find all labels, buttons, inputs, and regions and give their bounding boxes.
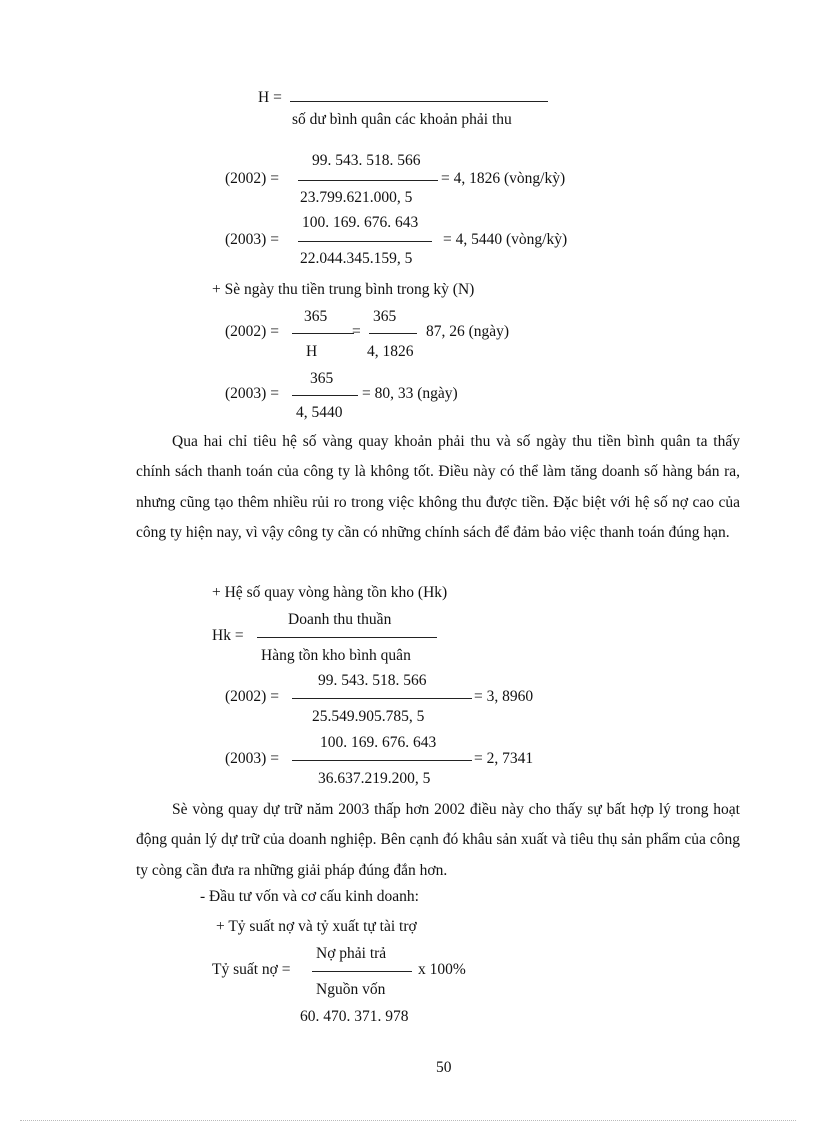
n-2003-result: = 80, 33 (ngày)	[362, 385, 458, 402]
n-2002-fraction-bar-2	[369, 333, 417, 334]
debt-formula-lhs: Tỷ suất nợ =	[212, 961, 291, 978]
h-2002-denominator: 23.799.621.000, 5	[300, 189, 413, 206]
h-2003-label: (2003) =	[225, 231, 279, 248]
n-2003-denominator: 4, 5440	[296, 404, 343, 421]
h-2003-denominator: 22.044.345.159, 5	[300, 250, 413, 267]
n-2002-numerator-1: 365	[304, 308, 328, 325]
hk-2002-result: = 3, 8960	[474, 688, 534, 705]
debt-formula-denominator: Nguồn vốn	[316, 981, 386, 998]
debt-formula-fraction-bar	[312, 971, 412, 972]
hk-2003-fraction-bar	[292, 760, 472, 761]
n-2002-denominator-2: 4, 1826	[367, 343, 414, 360]
n-2002-denominator-1: H	[306, 343, 318, 360]
n-2003-label: (2003) =	[225, 385, 279, 402]
hk-formula-lhs: Hk =	[212, 627, 244, 644]
debt-value-numerator: 60. 470. 371. 978	[300, 1008, 409, 1025]
paragraph-inventory-analysis: Sè vòng quay dự trữ năm 2003 thấp hơn 2002 điều này cho thấy sự bất hợp lý trong hoạt động quản lý dự trữ của doanh nghiệp. Bên cạnh đó khâu sản xuất và tiêu thụ sản phẩm của công ty còng cần đưa ra những giải pháp đúng đắn hơn.	[136, 801, 740, 879]
h-2003-result: = 4, 5440 (vòng/kỳ)	[443, 231, 568, 248]
hk-2002-fraction-bar	[292, 698, 472, 699]
h-2003-fraction-bar	[298, 241, 432, 242]
n-2002-label: (2002) =	[225, 323, 279, 340]
h-formula-denominator: số dư bình quân các khoản phải thu	[292, 111, 512, 128]
page-number: 50	[436, 1059, 452, 1076]
paragraph-receivables-analysis: Qua hai chỉ tiêu hệ số vàng quay khoản phải thu và số ngày thu tiền bình quân ta thấy chính sách thanh toán của công ty là không tốt. Điều này có thể làm tăng doanh số hàng bán ra, nhưng cũng tạo thêm nhiều rủi ro trong việc không thu được tiền. Đặc biệt với hệ số nợ cao của công ty hiện nay, vì vậy công ty cần có những chính sách để đảm bảo việc thanh toán đúng hạn.	[136, 433, 740, 542]
n-2003-fraction-bar	[292, 395, 358, 396]
hk-formula-fraction-bar	[257, 637, 437, 638]
hk-heading: + Hệ số quay vòng hàng tồn kho (Hk)	[212, 584, 448, 601]
n-2002-numerator-2: 365	[373, 308, 397, 325]
h-formula-lhs: H =	[258, 89, 282, 106]
n-heading: + Sè ngày thu tiền trung bình trong kỳ (N)	[212, 281, 475, 298]
h-2003-numerator: 100. 169. 676. 643	[302, 214, 419, 231]
hk-2003-label: (2003) =	[225, 750, 279, 767]
hk-2003-result: = 2, 7341	[474, 750, 534, 767]
debt-ratio-heading: + Tỷ suất nợ và tỷ xuất tự tài trợ	[216, 918, 417, 935]
page-bottom-border	[20, 1120, 796, 1121]
hk-formula-denominator: Hàng tồn kho bình quân	[261, 647, 411, 664]
hk-2002-numerator: 99. 543. 518. 566	[318, 672, 427, 689]
hk-2003-denominator: 36.637.219.200, 5	[318, 770, 431, 787]
debt-formula-result: x 100%	[418, 961, 466, 978]
hk-2002-denominator: 25.549.905.785, 5	[312, 708, 425, 725]
hk-formula-numerator: Doanh thu thuần	[288, 611, 392, 628]
hk-2002-label: (2002) =	[225, 688, 279, 705]
n-2003-numerator: 365	[310, 370, 334, 387]
n-2002-fraction-bar-1	[292, 333, 354, 334]
hk-2003-numerator: 100. 169. 676. 643	[320, 734, 437, 751]
h-2002-numerator: 99. 543. 518. 566	[312, 152, 421, 169]
n-2002-result: 87, 26 (ngày)	[426, 323, 510, 340]
h-2002-fraction-bar	[298, 180, 438, 181]
investment-heading: - Đầu tư vốn và cơ cấu kinh doanh:	[200, 888, 419, 905]
h-2002-result: = 4, 1826 (vòng/kỳ)	[441, 170, 566, 187]
h-2002-label: (2002) =	[225, 170, 279, 187]
debt-formula-numerator: Nợ phải trả	[316, 945, 387, 962]
h-formula-fraction-bar	[290, 101, 548, 102]
n-2002-equals: =	[352, 323, 361, 340]
